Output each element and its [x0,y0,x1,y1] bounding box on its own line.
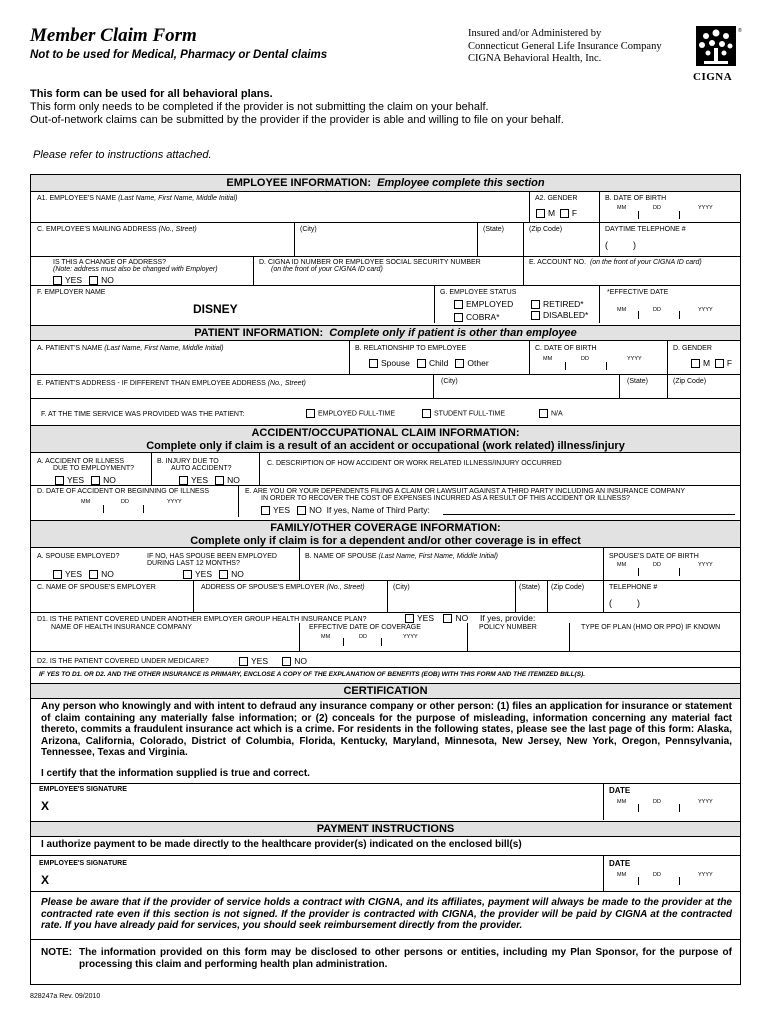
student-ft-option: STUDENT FULL-TIME [422,409,505,418]
phone-parens: ( ) [605,240,636,250]
payment-authorization-text: I authorize payment to be made directly to the healthcare provider(s) indicated on the enclosed bill(s) [41,839,522,850]
employed-ft-checkbox[interactable] [306,409,315,418]
spouse-employed-no-checkbox[interactable] [89,570,98,579]
yyyy-label: YYYY [627,356,642,362]
spouse-12mo-yes-checkbox[interactable] [183,570,192,579]
zip-label: (Zip Code) [529,226,563,233]
accident-section-header [31,425,740,453]
accident-employment-no-checkbox[interactable] [91,476,100,485]
auto-accident-label: B. INJURY DUE TO [157,458,219,465]
account-no-label: E. ACCOUNT NO. (on the front of your CIGNA ID card) [529,259,702,266]
status-disabled: DISABLED* [531,310,588,320]
patient-gender-f-checkbox[interactable] [715,359,724,368]
svg-text:®: ® [738,28,742,34]
patient-name-label: A. PATIENT'S NAME (Last Name, First Name, Middle Initial) [37,345,224,352]
provider-payment-notice: Please be aware that if the provider of service holds a contract with CIGNA, and its affiliates, payment will always be made to the provider at the contracted rate even if this section is not signed. If the provider is contracted with CIGNA, the provider will be paid by CIGNA at the contracted rate. If you have already paid for services, you should seek reimbursement directly from the provider. [41,897,732,931]
other-insurance-yes-checkbox[interactable] [405,614,414,623]
effective-date-label: *EFFECTIVE DATE [607,289,669,296]
insurance-company-label: NAME OF HEALTH INSURANCE COMPANY [51,624,192,631]
accident-date-label: D. DATE OF ACCIDENT OR BEGINNING OF ILLNESS [37,488,210,495]
accident-employment-label2: DUE TO EMPLOYMENT? [53,465,135,472]
gender-m-checkbox[interactable] [536,209,545,218]
third-party-no-checkbox[interactable] [297,506,306,515]
cobra-checkbox[interactable] [454,313,463,322]
mm-label: MM [617,872,627,878]
mm-label: MM [617,562,627,568]
section-title: ACCIDENT/OCCUPATIONAL CLAIM INFORMATION: [251,427,520,439]
relationship-options: Spouse Child Other [369,358,489,368]
medicare-no-checkbox[interactable] [282,657,291,666]
administrator-info [468,28,662,66]
other-insurance-options: YES NO If yes, provide: [405,613,535,623]
phone-label: DAYTIME TELEPHONE # [605,226,686,233]
patient-status-label: F. AT THE TIME SERVICE WAS PROVIDED WAS THE PATIENT: [41,411,245,418]
id-number-label: D. CIGNA ID NUMBER OR EMPLOYEE SOCIAL SECURITY NUMBER [259,259,481,266]
cigna-logo-text: CIGNA [693,71,733,83]
payment-signature-x: X [41,873,50,887]
employee-gender-options: M F [536,208,577,218]
third-party-claim-label2: IN ORDER TO RECOVER THE COST OF EXPENSES INCURRED AS A RESULT OF THIS ACCIDENT OR ILLNESS? [261,495,630,502]
third-party-options: YES NO If yes, Name of Third Party: [261,505,430,515]
if-yes-provide: If yes, provide: [480,613,536,623]
status-employed: EMPLOYED [454,299,513,309]
yyyy-label: YYYY [403,634,418,640]
policy-number-label: POLICY NUMBER [479,624,537,631]
address-change-note: (Note: address must also be changed with Employer) [53,266,218,273]
other-insurance-label: D1. IS THE PATIENT COVERED UNDER ANOTHER EMPLOYER GROUP HEALTH INSURANCE PLAN? [37,616,367,623]
form-code: 828247a Rev. 09/2010 [30,993,101,1000]
medicare-yes-checkbox[interactable] [239,657,248,666]
certification-date-label: DATE [609,786,631,795]
auto-accident-options: YES NO [179,475,240,485]
employed-ft-option: EMPLOYED FULL-TIME [306,409,395,418]
id-number-hint: (on the front of your CIGNA ID card) [271,266,383,273]
spouse-checkbox[interactable] [369,359,378,368]
mm-label: MM [321,634,331,640]
dd-label: DD [653,799,661,805]
spouse-12mo-options: YES NO [183,569,244,579]
phone-parens: ( ) [609,598,640,608]
accident-employment-label: A. ACCIDENT OR ILLNESS [37,458,125,465]
na-checkbox[interactable] [539,409,548,418]
patient-dob-label: C. DATE OF BIRTH [535,345,597,352]
spouse-12mo-no-checkbox[interactable] [219,570,228,579]
yyyy-label: YYYY [698,872,713,878]
dd-label: DD [653,205,661,211]
plan-type-label: TYPE OF PLAN (HMO OR PPO) IF KNOWN [581,624,721,631]
patient-gender-label: D. GENDER [673,345,712,352]
gender-label: A2. GENDER [535,195,578,202]
spouse-employed-label: A. SPOUSE EMPLOYED? [37,553,120,560]
employer-name-value[interactable]: DISNEY [193,302,238,316]
form-subtitle: Not to be used for Medical, Pharmacy or Dental claims [30,49,328,61]
third-party-name-line[interactable] [443,514,735,515]
medicare-options: YES NO [239,656,307,666]
yyyy-label: YYYY [698,562,713,568]
payment-signature-input[interactable] [59,873,603,889]
third-party-name-label: If yes, Name of Third Party: [326,505,430,515]
spouse-employed-yes-checkbox[interactable] [53,570,62,579]
refer-instructions: Please refer to instructions attached. [33,149,212,161]
spouse-employer-address-label: ADDRESS OF SPOUSE'S EMPLOYER (No., Street) [201,584,365,591]
payment-signature-label: EMPLOYEE'S SIGNATURE [39,860,127,867]
employed-checkbox[interactable] [454,300,463,309]
section-subtitle: Employee complete this section [377,177,545,189]
section-subtitle: Complete only if claim is for a dependent and/or other coverage is in effect [190,535,581,547]
address-change-options: YES NO [53,275,114,285]
mm-label: MM [617,799,627,805]
intro-line: This form only needs to be completed if the provider is not submitting the claim on your behalf. [30,101,489,113]
section-subtitle: Complete only if patient is other than employee [329,327,577,339]
city-label: (City) [300,226,317,233]
employee-name-label: A1. EMPLOYEE'S NAME (Last Name, First Name, Middle Initial) [37,195,238,202]
medicare-label: D2. IS THE PATIENT COVERED UNDER MEDICARE? [37,658,209,665]
certification-signature-input[interactable] [59,799,603,815]
dd-label: DD [581,356,589,362]
na-option: N/A [539,409,563,418]
address-change-label: IS THIS A CHANGE OF ADDRESS? [53,259,167,266]
third-party-yes-checkbox[interactable] [261,506,270,515]
other-checkbox[interactable] [455,359,464,368]
accident-employment-options: YES NO [55,475,116,485]
patient-address-label: E. PATIENT'S ADDRESS - IF DIFFERENT THAN EMPLOYEE ADDRESS (No., Street) [37,380,306,387]
section-title: PATIENT INFORMATION: [194,327,324,339]
accident-employment-yes-checkbox[interactable] [55,476,64,485]
patient-gender-m-checkbox[interactable] [691,359,700,368]
intro-text [30,88,564,127]
spouse-name-label: B. NAME OF SPOUSE (Last Name, First Name, Middle Initial) [305,553,498,560]
yyyy-label: YYYY [698,205,713,211]
section-title: EMPLOYEE INFORMATION: [226,177,371,189]
certify-statement: I certify that the information supplied is true and correct. [41,768,310,779]
state-label: (State) [519,584,541,591]
child-checkbox[interactable] [417,359,426,368]
retired-checkbox[interactable] [531,300,540,309]
mm-label: MM [81,499,91,505]
admin-line: Connecticut General Life Insurance Company [468,40,662,52]
employee-section-header [31,175,740,192]
spouse-employer-label: C. NAME OF SPOUSE'S EMPLOYER [37,584,156,591]
third-party-claim-label: E. ARE YOU OR YOUR DEPENDENTS FILING A CLAIM OR LAWSUIT AGAINST A THIRD PARTY INCLUDING AN INSURANCE COMPANY [245,488,686,495]
accident-description-label: C. DESCRIPTION OF HOW ACCIDENT OR WORK RELATED ILLNESS/INJURY OCCURRED [267,460,562,467]
section-title: CERTIFICATION [343,685,428,697]
certification-section-header [31,683,740,699]
zip-label: (Zip Code) [551,584,585,591]
dob-label: B. DATE OF BIRTH [605,195,667,202]
certification-signature-x: X [41,799,50,813]
mm-label: MM [617,307,627,313]
certification-signature-label: EMPLOYEE'S SIGNATURE [39,786,127,793]
employer-name-label: F. EMPLOYER NAME [37,289,106,296]
status-retired: RETIRED* [531,299,584,309]
effective-coverage-label: EFFECTIVE DATE OF COVERAGE [309,624,421,631]
spouse-12mo-label: IF NO, HAS SPOUSE BEEN EMPLOYED [147,553,277,560]
dd-label: DD [653,562,661,568]
dd-label: DD [359,634,367,640]
claim-form [30,174,741,985]
section-title: FAMILY/OTHER COVERAGE INFORMATION: [270,522,501,534]
mm-label: MM [617,205,627,211]
section-subtitle: Complete only if claim is a result of an accident or occupational (work related) illness/injury [146,440,625,452]
spouse-12mo-label2: DURING LAST 12 MONTHS? [147,560,240,567]
patient-section-header [31,325,740,341]
intro-line: Out-of-network claims can be submitted by the provider if the provider is able and willing to file on your behalf. [30,114,564,126]
yyyy-label: YYYY [698,307,713,313]
gender-f-checkbox[interactable] [560,209,569,218]
city-label: (City) [441,378,458,385]
zip-label: (Zip Code) [673,378,707,385]
yyyy-label: YYYY [698,799,713,805]
eob-note: IF YES TO D1. OR D2. AND THE OTHER INSURANCE IS PRIMARY, ENCLOSE A COPY OF THE EXPLANATION OF BENEFITS (EOB) WITH THIS FORM AND THE ITEMIZED BILL(S). [39,671,586,678]
section-title: PAYMENT INSTRUCTIONS [316,823,455,835]
auto-accident-yes-checkbox[interactable] [179,476,188,485]
address-change-no-checkbox[interactable] [89,276,98,285]
dd-label: DD [653,872,661,878]
other-insurance-no-checkbox[interactable] [443,614,452,623]
employee-status-label: G. EMPLOYEE STATUS [440,289,517,296]
spouse-phone-label: TELEPHONE # [609,584,658,591]
admin-line: Insured and/or Administered by [468,28,602,39]
mailing-address-label: C. EMPLOYEE'S MAILING ADDRESS (No., Street) [37,226,197,233]
dd-label: DD [653,307,661,313]
note-label: NOTE: [41,947,73,958]
spouse-employed-options: YES NO [53,569,114,579]
payment-section-header [31,821,740,837]
dd-label: DD [121,499,129,505]
form-title: Member Claim Form [30,25,197,46]
admin-line: CIGNA Behavioral Health, Inc. [468,53,602,64]
mm-label: MM [543,356,553,362]
address-change-yes-checkbox[interactable] [53,276,62,285]
state-label: (State) [627,378,649,385]
spouse-dob-label: SPOUSE'S DATE OF BIRTH [609,553,699,560]
family-section-header [31,520,740,548]
auto-accident-label2: AUTO ACCIDENT? [171,465,232,472]
patient-gender-options: M F [691,358,732,368]
student-ft-checkbox[interactable] [422,409,431,418]
payment-date-label: DATE [609,859,631,868]
fraud-warning-text: Any person who knowingly and with intent to defraud any insurance company or other person: (1) files an application for insurance or statement of claim containing any materially false information; or (2) conceals for the purpose of misleading, information concerning any material fact thereto, commits a fraudulent insurance act which is a crime. For residents in the following states, please see the last page of this form: Alaska, Arizona, California, Colorado, District of Columbia, Florida, Kentucky, Maryland, Minnesota, New Jersey, New York, Oregon, Pennsylvania, Tennessee, Texas and Virginia. [41,701,732,758]
yyyy-label: YYYY [167,499,182,505]
city-label: (City) [393,584,410,591]
employee-name-input[interactable] [37,206,521,221]
intro-line-bold: This form can be used for all behavioral plans. [30,88,273,100]
state-label: (State) [483,226,505,233]
disabled-checkbox[interactable] [531,311,540,320]
auto-accident-no-checkbox[interactable] [215,476,224,485]
status-cobra: COBRA* [454,312,500,322]
disclosure-note-text: The information provided on this form may be disclosed to other persons or entities, including my Plan Sponsor, for the purpose of processing this claim and performing health plan administration. [79,947,732,970]
relationship-label: B. RELATIONSHIP TO EMPLOYEE [355,345,467,352]
